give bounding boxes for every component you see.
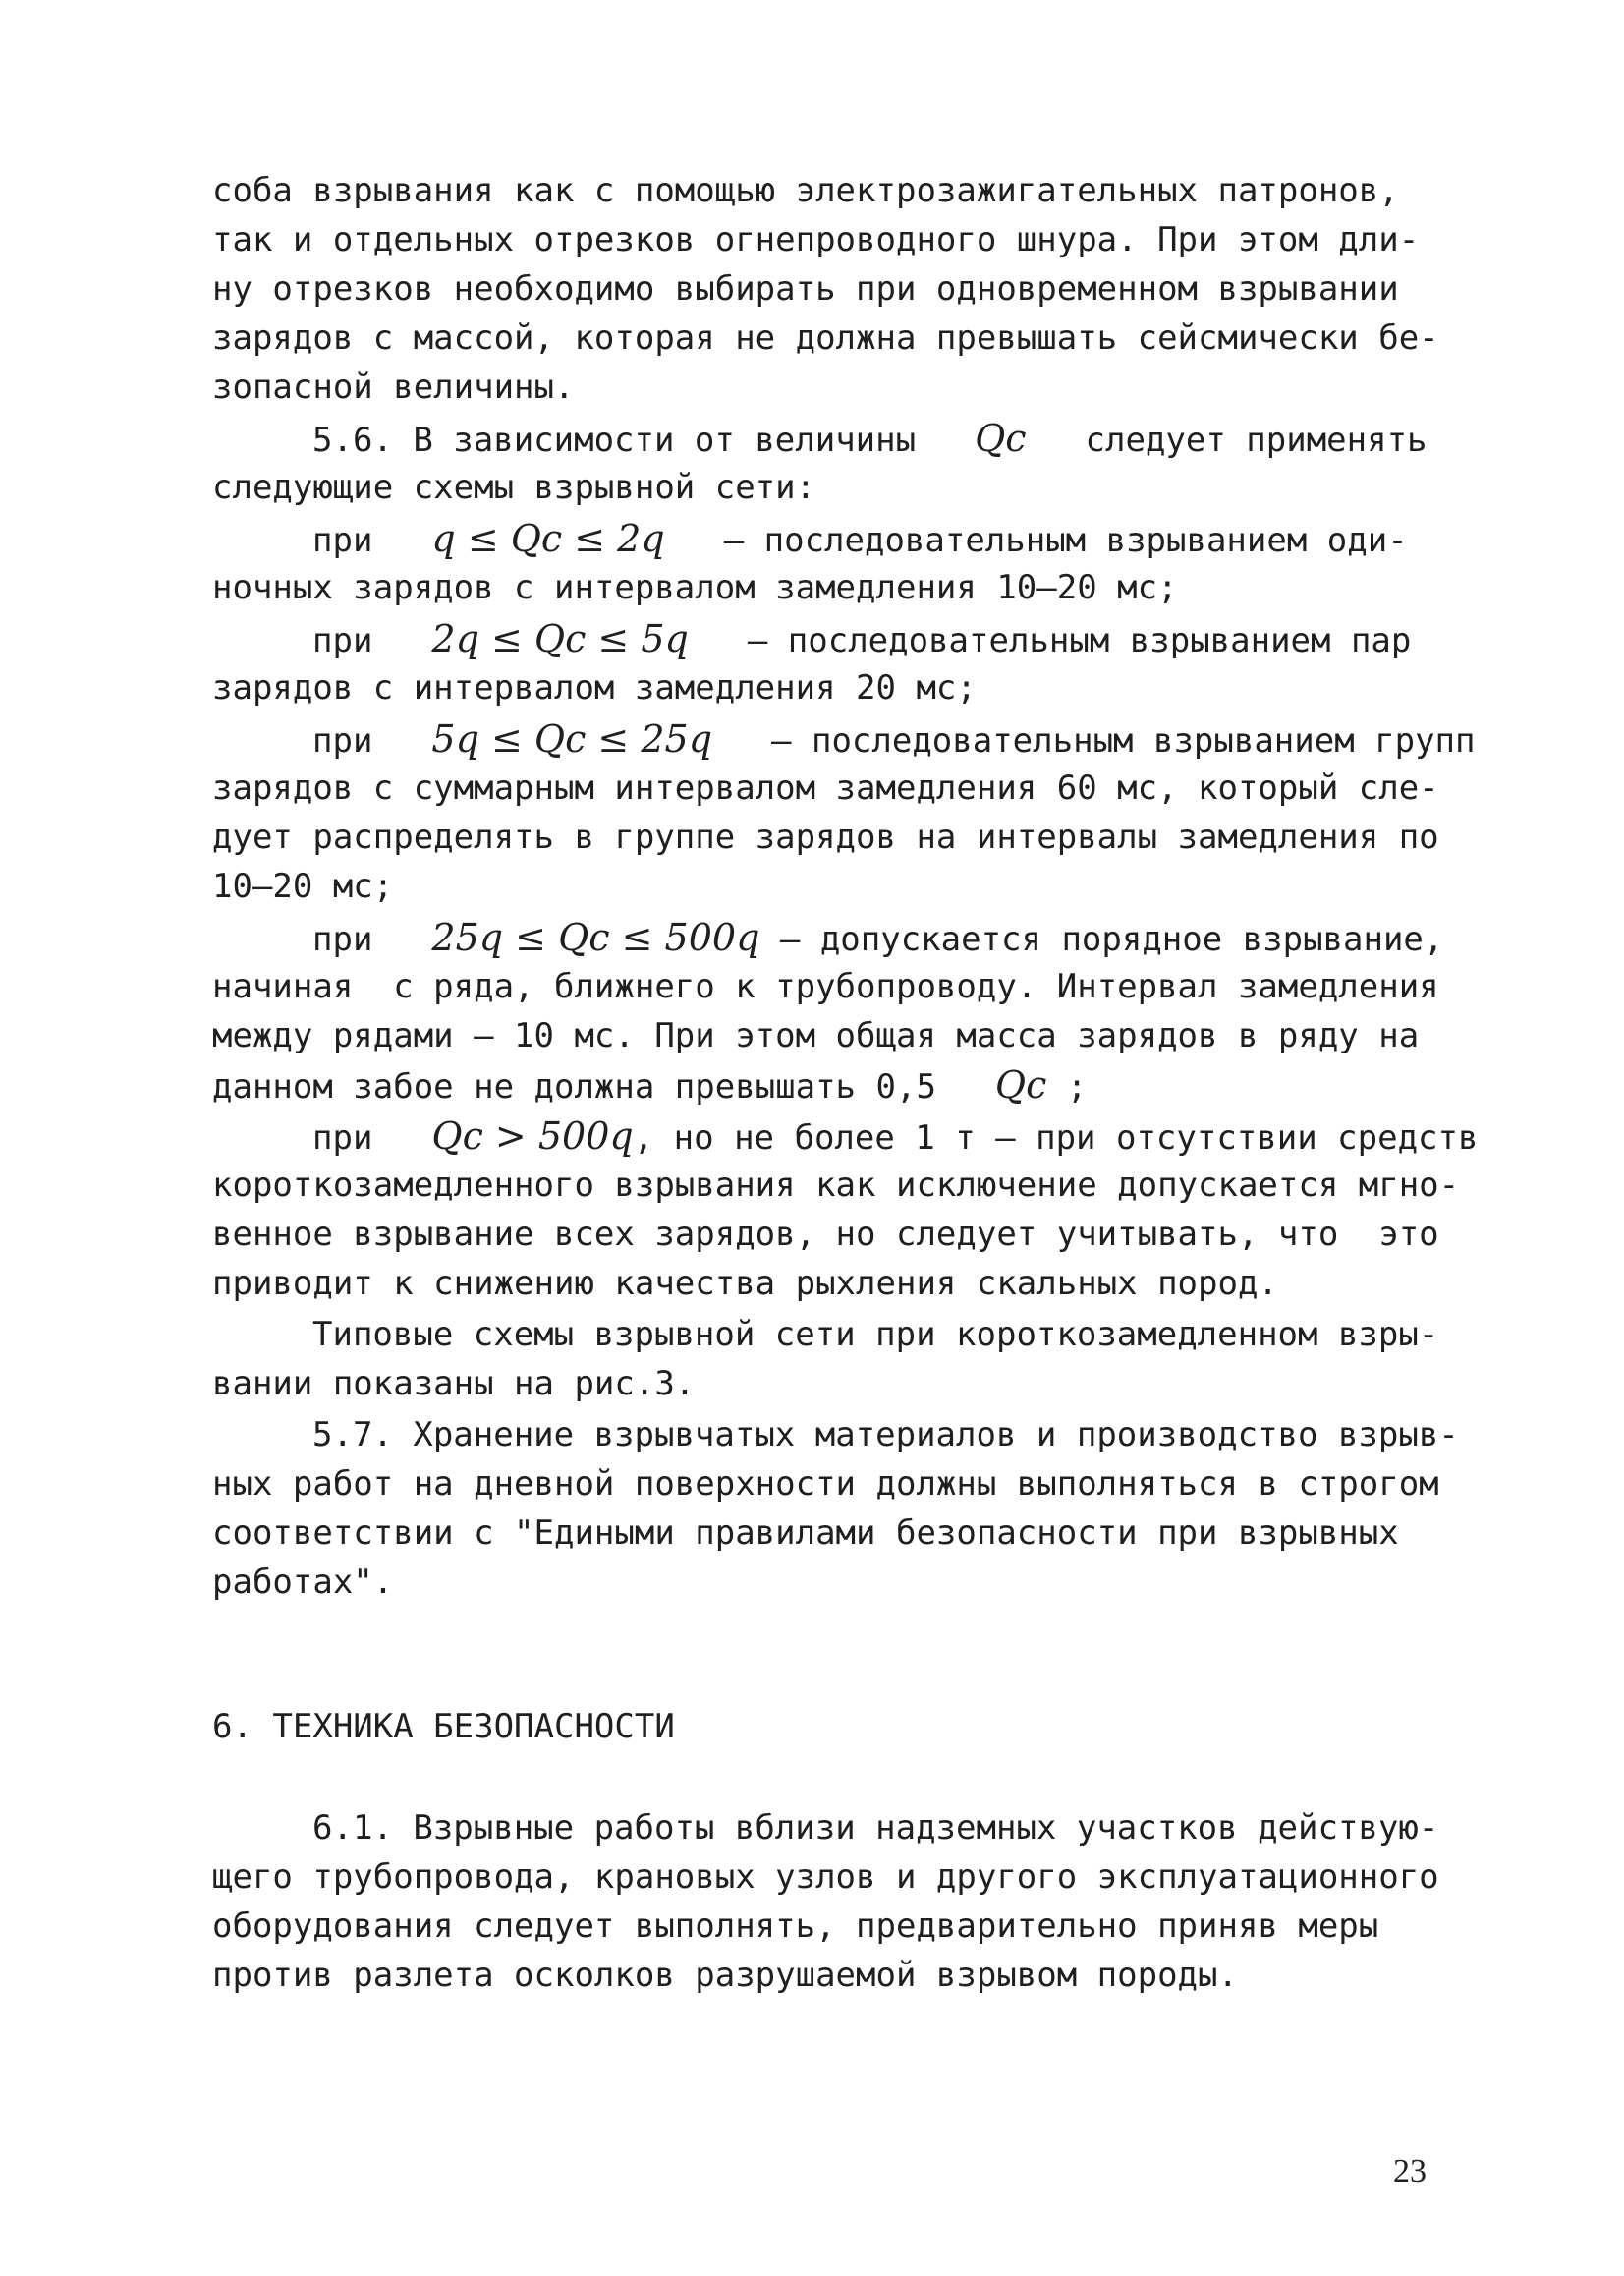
scheme-formula: Qc > 500q (431, 1114, 634, 1158)
text-line: зопасной величины. (212, 368, 575, 407)
text-run: , но не более 1 т – при отсутствии средств (633, 1118, 1479, 1158)
text-line: следующие схемы взрывной сети: (212, 468, 816, 507)
scheme-label: при (312, 521, 373, 560)
text-run: – допускается порядное взрывание, (779, 920, 1444, 959)
text-line: ночных зарядов с интервалом замедления 10–20 мс; (212, 568, 1178, 607)
text-line: соответствии с "Едиными правилами безопасности при взрывных (212, 1513, 1399, 1553)
text-line: ну отрезков необходимо выбирать при одновременном взрывании (212, 269, 1399, 309)
text-line: зарядов с суммарным интервалом замедления 60 мс, который сле- (212, 768, 1439, 808)
scheme-3-line (312, 717, 1609, 763)
text-line: 6.1. Взрывные работы вблизи надземных участков действую- (312, 1808, 1439, 1848)
page-number: 23 (1393, 2153, 1427, 2190)
text-line: соба взрывания как с помощью электрозажигательных патронов, (212, 171, 1399, 210)
scheme-label: при (312, 920, 373, 959)
text-line: 10–20 мс; (212, 867, 394, 906)
formula-qc: Qc (994, 1063, 1047, 1107)
scheme-5-line (312, 1114, 1609, 1160)
scheme-formula: 25q ≤ Qc ≤ 500q (431, 916, 760, 959)
text-line: венное взрывание всех зарядов, но следует учитывать, что это (212, 1215, 1439, 1254)
text-line: так и отдельных отрезков огнепроводного шнура. При этом дли- (212, 220, 1420, 259)
text-line: начиная с ряда, ближнего к трубопроводу. Интервал замедления (212, 967, 1439, 1006)
text-run: ; (1066, 1067, 1088, 1107)
text-run: – последовательным взрыванием пар (747, 621, 1412, 660)
text-run: – последовательным взрыванием групп (771, 721, 1476, 761)
text-line: короткозамедленного взрывания как исключение допускается мгно- (212, 1166, 1460, 1205)
paragraph-5-6-line (312, 417, 1609, 462)
text-line: щего трубопровода, крановых узлов и другого эксплуатационного (212, 1857, 1439, 1897)
text-run: – последовательным взрыванием оди- (723, 521, 1408, 560)
scheme-label: при (312, 621, 373, 660)
scheme-label: при (312, 721, 373, 761)
scheme-formula: 5q ≤ Qc ≤ 25q (431, 717, 713, 761)
text-line: 5.7. Хранение взрывчатых материалов и производство взрыв- (312, 1415, 1459, 1454)
text-line: Типовые схемы взрывной сети при короткозамедленном взры- (312, 1315, 1439, 1354)
scheme-formula: q ≤ Qc ≤ 2q (431, 517, 665, 560)
text-line: приводит к снижению качества рыхления скальных пород. (212, 1264, 1278, 1303)
text-line: ных работ на дневной поверхности должны выполняться в строгом (212, 1464, 1439, 1504)
scheme-4-line (312, 916, 1609, 961)
scheme-formula: 2q ≤ Qc ≤ 5q (431, 617, 689, 660)
text-line: зарядов с массой, которая не должна превышать сейсмически бе- (212, 318, 1439, 358)
text-line: зарядов с интервалом замедления 20 мс; (212, 668, 977, 708)
text-line: работах". (212, 1563, 394, 1602)
text-line: вании показаны на рис.3. (212, 1364, 696, 1403)
text-line (212, 1063, 1509, 1109)
text-run: данном забое не должна превышать 0,5 (212, 1067, 936, 1107)
section-heading: 6. ТЕХНИКА БЕЗОПАСНОСТИ (212, 1707, 675, 1746)
text-line: между рядами – 10 мс. При этом общая масса зарядов в ряду на (212, 1016, 1420, 1055)
formula-qc: Qc (975, 417, 1027, 460)
text-run: следует применять (1085, 421, 1428, 460)
text-run: 5.6. В зависимости от величины (312, 421, 917, 460)
scheme-2-line (312, 617, 1609, 662)
text-line: оборудования следует выполнять, предварительно приняв меры (212, 1906, 1379, 1946)
text-line: дует распределять в группе зарядов на интервалы замедления по (212, 818, 1439, 857)
text-line: против разлета осколков разрушаемой взрывом породы. (212, 1956, 1238, 1995)
scheme-1-line (312, 517, 1609, 562)
scheme-label: при (312, 1118, 373, 1158)
